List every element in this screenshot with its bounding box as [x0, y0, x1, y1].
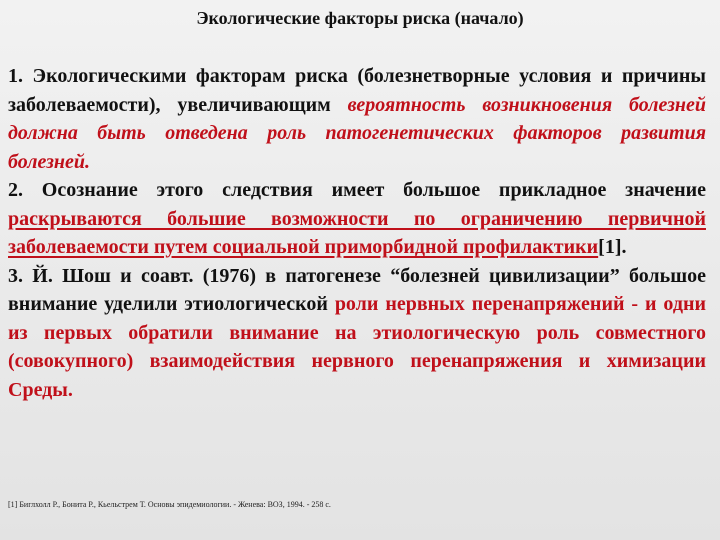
footnote: [1] Биглхолл Р., Бонита Р., Кьельстрем Т. Основы эпидемиологии. - Женева: ВОЗ, 1994. - 258 с.	[8, 500, 331, 509]
slide-title: Экологические факторы риска (начало)	[196, 8, 524, 28]
paragraph-2-text: 2. Осознание этого следствия имеет большое прикладное значение	[8, 179, 706, 201]
paragraph-1-text: 1. Экологическими факторам риска (болезнетворные условия и причины заболеваемости), увеличивающим	[8, 65, 706, 116]
paragraph-3	[8, 262, 706, 405]
slide-body	[8, 62, 706, 404]
paragraph-3-emphasis: роли нервных перенапряжений - и одни из первых обратили внимание на этиологическую роль совместного (совокупного) взаимодействия нервного перенапряжения и химизации Среды.	[8, 293, 706, 401]
paragraph-1-emphasis: вероятность возникновения болезней должна быть отведена роль патогенетических факторов развития болезней.	[8, 93, 706, 173]
paragraph-2	[8, 176, 706, 262]
paragraph-2-emphasis: раскрываются большие возможности по ограничению первичной заболеваемости путем социальной приморбидной профилактики	[8, 207, 706, 258]
paragraph-3-text: 3. Й. Шош и соавт. (1976) в патогенезе “болезней цивилизации” большое внимание уделили этиологической	[8, 264, 706, 315]
paragraph-2-reference: [1].	[598, 236, 627, 258]
paragraph-1	[8, 62, 706, 176]
